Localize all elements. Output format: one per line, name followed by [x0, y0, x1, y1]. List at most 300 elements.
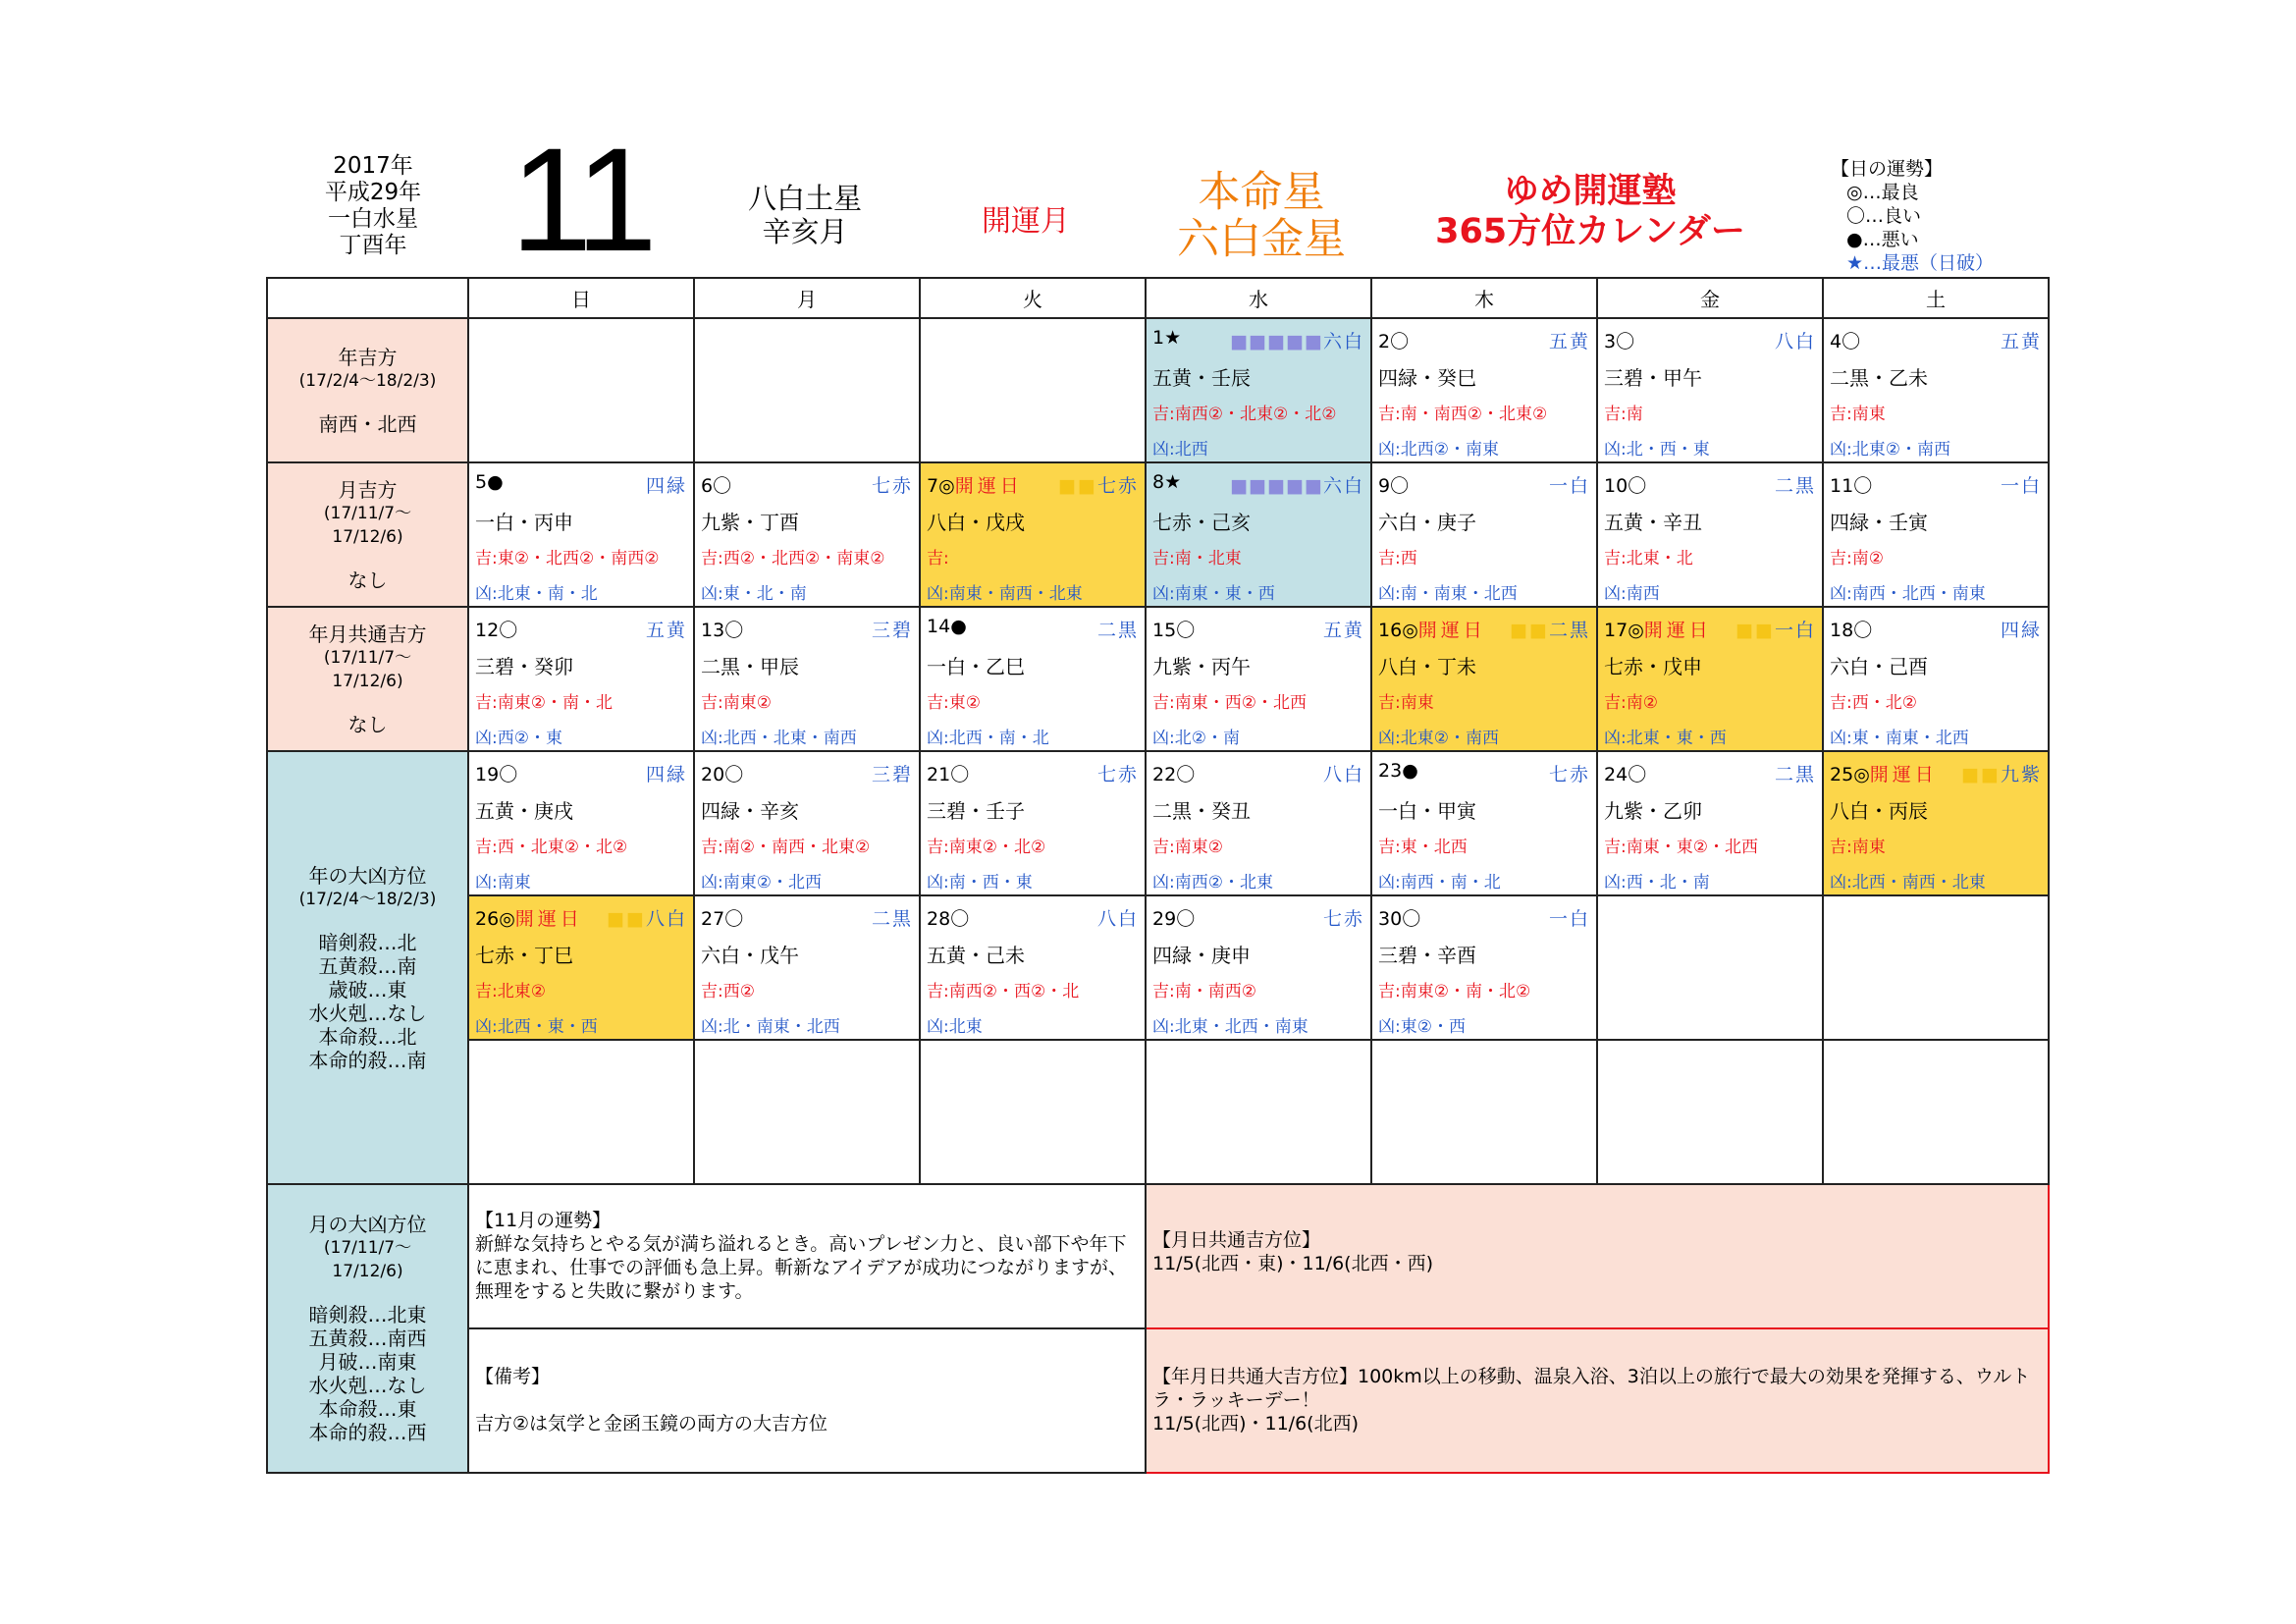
day-kyusei-star: 八白	[645, 908, 687, 930]
day-unlucky-dirs: 凶:南東②・北西	[701, 873, 822, 893]
grand-lucky-note	[1146, 1328, 2049, 1473]
day-number: 25	[1830, 764, 1854, 785]
side-line: 本命殺…北	[318, 1024, 417, 1049]
day-cell[interactable]	[1371, 607, 1597, 751]
day-squares: ■■■■■	[1230, 331, 1323, 352]
day-number: 16	[1378, 620, 1403, 641]
day-fortune-mark: 〇	[1402, 908, 1421, 930]
note-title: 【備考】	[475, 1366, 551, 1387]
year-line: 一白水星	[328, 206, 418, 232]
day-number: 27	[701, 908, 725, 930]
honmei-line: 六白金星	[1177, 215, 1346, 264]
day-unlucky-dirs: 凶:北西	[1152, 440, 1208, 460]
day-number: 28	[927, 908, 951, 930]
day-lucky-dirs: 吉:北東・北	[1604, 549, 1693, 568]
brand-title	[1414, 172, 1767, 252]
day-unlucky-dirs: 凶:北東・東・西	[1604, 729, 1727, 748]
day-cell[interactable]	[468, 607, 694, 751]
day-number: 10	[1604, 475, 1629, 497]
side-period: 17/12/6)	[332, 526, 403, 547]
day-fortune-mark: ◎	[938, 475, 955, 497]
day-lucky-dirs: 吉:南・南西②	[1152, 982, 1256, 1001]
day-header	[1830, 327, 2042, 351]
side-line: 水火剋…なし	[308, 1374, 427, 1397]
day-lucky-dirs: 吉:西	[1378, 549, 1417, 568]
side-line: 水火剋…なし	[308, 1001, 427, 1025]
day-lucky-dirs: 吉:南東	[1830, 405, 1886, 424]
day-fortune-mark: 〇	[724, 764, 744, 785]
note-title: 【11月の運勢】	[475, 1210, 612, 1231]
day-cell[interactable]	[920, 751, 1146, 895]
week-row	[267, 1040, 2049, 1184]
day-unlucky-dirs: 凶:北②・南	[1152, 729, 1240, 748]
day-kyusei-star: 五黄	[2000, 331, 2042, 352]
day-lucky-dirs: 吉:北東②	[475, 982, 546, 1001]
legend-item: 〇…良い	[1846, 205, 1922, 227]
notes-row	[267, 1184, 2049, 1328]
day-unlucky-dirs: 凶:北東・北西・南東	[1152, 1017, 1308, 1037]
empty-day-cell	[1823, 1040, 2049, 1184]
day-number: 3	[1604, 331, 1617, 352]
month-number: 11	[510, 117, 652, 282]
day-lucky-dirs: 吉:東②・北西②・南西②	[475, 549, 660, 568]
weekday-tue: 火	[920, 278, 1146, 318]
day-header	[927, 760, 1139, 784]
side-period: 17/12/6)	[332, 1262, 403, 1281]
side-line: 暗剣殺…北東	[308, 1303, 427, 1326]
day-cell[interactable]	[1597, 607, 1823, 751]
day-unlucky-dirs: 凶:南東・東・西	[1152, 584, 1275, 604]
day-kanshi: 二黒・癸丑	[1152, 799, 1251, 823]
day-kanshi: 三碧・辛酉	[1378, 944, 1476, 967]
day-number: 5	[475, 471, 488, 493]
fortune-legend	[1831, 157, 1994, 275]
day-unlucky-dirs: 凶:南西②・北東	[1152, 873, 1273, 893]
empty-day-cell	[694, 318, 920, 462]
day-header	[475, 471, 687, 495]
day-cell[interactable]	[1597, 462, 1823, 607]
side-period: (17/2/4～18/2/3)	[298, 370, 437, 391]
day-kanshi: 八白・丁未	[1378, 655, 1476, 678]
side-line: 歳破…東	[328, 977, 407, 1001]
legend-item: ●…悪い	[1846, 229, 1919, 250]
day-unlucky-dirs: 凶:南西・南・北	[1378, 873, 1501, 893]
year-line: 2017年	[333, 153, 413, 179]
kaiun-day-label: 開運日	[1417, 620, 1486, 641]
day-fortune-mark: 〇	[1628, 764, 1647, 785]
day-unlucky-dirs: 凶:東・南東・北西	[1830, 729, 1969, 748]
day-kanshi: 九紫・乙卯	[1604, 799, 1702, 823]
day-cell[interactable]	[920, 607, 1146, 751]
note-dates: 11/5(北西)・11/6(北西)	[1152, 1413, 1359, 1435]
day-number: 13	[701, 620, 725, 641]
day-header	[1152, 760, 1364, 784]
day-kyusei-star: 二黒	[871, 908, 913, 930]
day-cell[interactable]	[1146, 751, 1371, 895]
side-body: 南西・北西	[318, 411, 417, 436]
month-star	[721, 182, 888, 248]
day-fortune-mark: 〇	[1853, 620, 1873, 641]
remarks-note	[468, 1328, 1146, 1473]
day-kanshi: 一白・甲寅	[1378, 799, 1476, 823]
empty-day-cell	[1371, 1040, 1597, 1184]
day-header	[1378, 471, 1590, 495]
day-header	[1152, 327, 1364, 351]
day-kanshi: 七赤・戊申	[1604, 655, 1702, 678]
day-header	[1378, 760, 1590, 784]
side-line: 暗剣殺…北	[318, 930, 417, 954]
day-number: 15	[1152, 620, 1177, 641]
day-header	[1378, 904, 1590, 928]
day-cell[interactable]	[920, 462, 1146, 607]
day-cell[interactable]	[468, 751, 694, 895]
day-kanshi: 七赤・己亥	[1152, 511, 1251, 534]
day-cell[interactable]	[1371, 318, 1597, 462]
day-header	[475, 904, 687, 928]
notes-row	[267, 1328, 2049, 1473]
day-kanshi: 一白・丙申	[475, 511, 573, 534]
note-body: 新鮮な気持ちとやる気が満ち溢れるとき。高いプレゼン力と、良い部下や年下に恵まれ、仕事での評価も急上昇。斬新なアイデアが成功につながりますが、無理をすると失敗に繋がります。	[475, 1233, 1128, 1302]
day-header	[1830, 616, 2042, 639]
day-fortune-mark: ◎	[1402, 620, 1418, 641]
day-kyusei-star: 四緑	[645, 475, 687, 497]
day-kanshi: 二黒・甲辰	[701, 655, 799, 678]
year-line: 平成29年	[324, 180, 422, 205]
day-number: 4	[1830, 331, 1842, 352]
day-unlucky-dirs: 凶:北西・北東・南西	[701, 729, 857, 748]
day-kanshi: 四緑・辛亥	[701, 799, 799, 823]
day-number: 12	[475, 620, 500, 641]
day-fortune-mark: 〇	[1176, 908, 1196, 930]
day-number: 6	[701, 475, 714, 497]
day-cell[interactable]	[468, 462, 694, 607]
day-lucky-dirs: 吉:南西②・西②・北	[927, 982, 1080, 1001]
day-kyusei-star: 五黄	[1548, 331, 1590, 352]
day-kanshi: 七赤・丁巳	[475, 944, 573, 967]
day-kanshi: 三碧・癸卯	[475, 655, 573, 678]
day-header	[927, 616, 1139, 639]
day-header	[1604, 471, 1816, 495]
side-body: なし	[347, 568, 388, 592]
day-lucky-dirs: 吉:南東・東②・北西	[1604, 838, 1758, 857]
day-lucky-dirs: 吉:南西②・北東②・北②	[1152, 405, 1337, 424]
day-cell[interactable]	[1597, 751, 1823, 895]
weekday-sun: 日	[468, 278, 694, 318]
side-title: 年月共通吉方	[308, 622, 427, 646]
side-line: 本命的殺…南	[308, 1048, 427, 1072]
day-header	[1378, 616, 1590, 639]
day-cell[interactable]	[1371, 462, 1597, 607]
day-cell[interactable]	[920, 895, 1146, 1040]
day-fortune-mark: ◎	[499, 908, 515, 930]
honmei-star	[1148, 169, 1374, 263]
side-period: 17/12/6)	[332, 671, 403, 691]
day-cell[interactable]	[1823, 462, 2049, 607]
week-row	[267, 462, 2049, 607]
monthly-fortune-note	[468, 1184, 1146, 1328]
day-unlucky-dirs: 凶:東・北・南	[701, 584, 807, 604]
day-kyusei-star: 七赤	[1322, 908, 1364, 930]
day-header	[1830, 471, 2042, 495]
day-kanshi: 五黄・己未	[927, 944, 1025, 967]
day-lucky-dirs: 吉:南東・西②・北西	[1152, 693, 1307, 713]
weekday-header-row	[267, 278, 2049, 318]
day-kanshi: 六白・己酉	[1830, 655, 1928, 678]
day-kanshi: 五黄・辛丑	[1604, 511, 1702, 534]
day-fortune-mark: 〇	[724, 620, 744, 641]
day-kyusei-star: 八白	[1322, 764, 1364, 785]
day-cell[interactable]	[468, 895, 694, 1040]
day-header	[1378, 327, 1590, 351]
year-lucky-direction	[267, 318, 468, 462]
day-unlucky-dirs: 凶:西・北・南	[1604, 873, 1710, 893]
day-fortune-mark: 〇	[950, 764, 970, 785]
note-body: 【年月日共通大吉方位】100km以上の移動、温泉入浴、3泊以上の旅行で最大の効果を発揮する、ウルトラ・ラッキーデー！	[1152, 1366, 2031, 1411]
day-fortune-mark: 〇	[499, 620, 518, 641]
day-kyusei-star: 七赤	[1096, 475, 1139, 497]
day-fortune-mark: 〇	[1842, 331, 1861, 352]
day-cell[interactable]	[694, 462, 920, 607]
day-squares: ■■	[1961, 764, 2001, 785]
day-kyusei-star: 八白	[1774, 331, 1816, 352]
day-unlucky-dirs: 凶:東②・西	[1378, 1017, 1466, 1037]
day-kyusei-star: 七赤	[1548, 764, 1590, 785]
day-fortune-mark: ◎	[1853, 764, 1870, 785]
side-title: 月の大凶方位	[308, 1213, 427, 1236]
day-cell[interactable]	[1371, 751, 1597, 895]
day-kyusei-star: 五黄	[1322, 620, 1364, 641]
day-fortune-mark: ★	[1164, 471, 1182, 493]
day-header	[1830, 760, 2042, 784]
month-unlucky-direction	[267, 1184, 468, 1473]
day-number: 20	[701, 764, 725, 785]
day-kyusei-star: 三碧	[871, 620, 913, 641]
day-number: 7	[927, 475, 939, 497]
day-lucky-dirs: 吉:	[927, 549, 949, 568]
day-unlucky-dirs: 凶:南西	[1604, 584, 1660, 604]
day-kyusei-star: 五黄	[645, 620, 687, 641]
legend-item: ◎…最良	[1846, 182, 1919, 203]
empty-day-cell	[1597, 1040, 1823, 1184]
day-kanshi: 五黄・壬辰	[1152, 366, 1251, 390]
day-unlucky-dirs: 凶:北西②・南東	[1378, 440, 1499, 460]
day-kyusei-star: 一白	[1774, 620, 1816, 641]
day-header	[927, 471, 1139, 495]
day-number: 8	[1152, 471, 1165, 493]
day-number: 26	[475, 908, 500, 930]
day-kanshi: 四緑・壬寅	[1830, 511, 1928, 534]
day-header	[1604, 327, 1816, 351]
day-header	[701, 616, 913, 639]
weekday-wed: 水	[1146, 278, 1371, 318]
day-cell[interactable]	[1371, 895, 1597, 1040]
day-lucky-dirs: 吉:南②	[1604, 693, 1658, 713]
day-cell[interactable]	[1823, 751, 2049, 895]
day-kyusei-star: 一白	[2000, 475, 2042, 497]
day-unlucky-dirs: 凶:北東	[927, 1017, 983, 1037]
day-unlucky-dirs: 凶:北西・南西・北東	[1830, 873, 1986, 893]
empty-day-cell	[1146, 1040, 1371, 1184]
day-kyusei-star: 八白	[1096, 908, 1139, 930]
empty-day-cell	[1823, 895, 2049, 1040]
day-kyusei-star: 二黒	[1548, 620, 1590, 641]
day-number: 2	[1378, 331, 1391, 352]
day-kyusei-star: 三碧	[871, 764, 913, 785]
day-cell[interactable]	[1146, 895, 1371, 1040]
day-unlucky-dirs: 凶:北西・東・西	[475, 1017, 598, 1037]
day-lucky-dirs: 吉:南・南西②・北東②	[1378, 405, 1548, 424]
side-period: (17/11/7～	[323, 503, 412, 523]
day-kanshi: 五黄・庚戌	[475, 799, 573, 823]
day-lucky-dirs: 吉:東・北西	[1378, 838, 1468, 857]
day-squares: ■■	[607, 908, 646, 930]
day-number: 9	[1378, 475, 1391, 497]
day-cell[interactable]	[1823, 607, 2049, 751]
day-unlucky-dirs: 凶:北東②・南西	[1830, 440, 1950, 460]
legend-item-worst: ★…最悪（日破）	[1846, 252, 1995, 274]
day-header	[701, 904, 913, 928]
day-unlucky-dirs: 凶:北・西・東	[1604, 440, 1710, 460]
day-kyusei-star: 一白	[1548, 475, 1590, 497]
day-fortune-mark: 〇	[1390, 331, 1410, 352]
day-header	[1152, 616, 1364, 639]
day-cell[interactable]	[1146, 462, 1371, 607]
day-unlucky-dirs: 凶:南・西・東	[927, 873, 1033, 893]
day-lucky-dirs: 吉:南②	[1830, 549, 1884, 568]
day-kyusei-star: 四緑	[645, 764, 687, 785]
day-fortune-mark: ●	[487, 471, 504, 493]
day-kyusei-star: 二黒	[1096, 620, 1139, 641]
day-fortune-mark: 〇	[1616, 331, 1635, 352]
day-kyusei-star: 七赤	[1096, 764, 1139, 785]
side-title: 年吉方	[338, 345, 398, 369]
year-unlucky-direction	[267, 751, 468, 1184]
day-lucky-dirs: 吉:東②	[927, 693, 981, 713]
week-row	[267, 318, 2049, 462]
day-number: 18	[1830, 620, 1854, 641]
side-period: (17/11/7～	[323, 1238, 412, 1258]
day-header	[701, 471, 913, 495]
day-fortune-mark: 〇	[1176, 764, 1196, 785]
day-kyusei-star: 六白	[1322, 475, 1364, 497]
side-period: (17/11/7～	[323, 647, 412, 668]
day-kanshi: 四緑・癸巳	[1378, 366, 1476, 390]
day-unlucky-dirs: 凶:北・南東・北西	[701, 1017, 840, 1037]
day-number: 19	[475, 764, 500, 785]
day-unlucky-dirs: 凶:南西・北西・南東	[1830, 584, 1986, 604]
week-row	[267, 607, 2049, 751]
day-kanshi: 八白・丙辰	[1830, 799, 1928, 823]
side-line: 五黄殺…南西	[308, 1326, 427, 1350]
day-lucky-dirs: 吉:西・北東②・北②	[475, 838, 628, 857]
day-lucky-dirs: 吉:西②・北西②・南東②	[701, 549, 885, 568]
day-header	[927, 904, 1139, 928]
kaiun-day-label: 開運日	[514, 908, 583, 930]
day-fortune-mark: 〇	[713, 475, 732, 497]
day-fortune-mark: ●	[950, 616, 967, 637]
kaiun-month-label: 開運月	[982, 204, 1070, 239]
month-day-lucky-note	[1146, 1184, 2049, 1328]
day-unlucky-dirs: 凶:西②・東	[475, 729, 562, 748]
day-kanshi: 四緑・庚申	[1152, 944, 1251, 967]
weekday-sat: 土	[1823, 278, 2049, 318]
day-squares: ■■■■■	[1230, 475, 1323, 497]
day-cell[interactable]	[1597, 318, 1823, 462]
note-title: 【月日共通吉方位】	[1152, 1229, 1321, 1251]
day-number: 1	[1152, 327, 1165, 349]
note-body: 11/5(北西・東)・11/6(北西・西)	[1152, 1253, 1433, 1274]
day-kanshi: 三碧・壬子	[927, 799, 1025, 823]
day-lucky-dirs: 吉:南東②・南・北②	[1378, 982, 1531, 1001]
day-kyusei-star: 一白	[1548, 908, 1590, 930]
day-cell[interactable]	[694, 895, 920, 1040]
day-lucky-dirs: 吉:南東	[1830, 838, 1886, 857]
honmei-line: 本命星	[1198, 168, 1325, 217]
day-fortune-mark: 〇	[1390, 475, 1410, 497]
side-body: なし	[347, 712, 388, 736]
day-cell[interactable]	[1146, 607, 1371, 751]
year-info	[294, 153, 452, 259]
note-body: 吉方②は気学と金函玉鏡の両方の大吉方位	[475, 1413, 828, 1435]
corner-cell	[267, 278, 468, 318]
day-fortune-mark: 〇	[724, 908, 744, 930]
day-cell[interactable]	[694, 751, 920, 895]
kaiun-day-label: 開運日	[1869, 764, 1938, 785]
month-star-line: 辛亥月	[762, 215, 848, 248]
day-lucky-dirs: 吉:南	[1604, 405, 1643, 424]
day-kyusei-star: 七赤	[871, 475, 913, 497]
day-cell[interactable]	[1823, 318, 2049, 462]
day-kanshi: 六白・戊午	[701, 944, 799, 967]
day-number: 24	[1604, 764, 1629, 785]
side-line: 本命殺…東	[318, 1397, 417, 1421]
week-row	[267, 751, 2049, 895]
day-kanshi: 三碧・甲午	[1604, 366, 1702, 390]
day-squares: ■■	[1735, 620, 1775, 641]
day-kanshi: 九紫・丙午	[1152, 655, 1251, 678]
day-squares: ■■	[1510, 620, 1549, 641]
day-fortune-mark: 〇	[1628, 475, 1647, 497]
day-fortune-mark: ●	[1402, 760, 1418, 782]
month-star-line: 八白土星	[747, 182, 862, 215]
side-period: (17/2/4～18/2/3)	[298, 889, 437, 909]
day-lucky-dirs: 吉:南東②	[701, 693, 772, 713]
day-fortune-mark: ◎	[1628, 620, 1644, 641]
day-lucky-dirs: 吉:南東②・南・北	[475, 693, 613, 713]
week-row	[267, 895, 2049, 1040]
day-cell[interactable]	[1146, 318, 1371, 462]
day-header	[475, 616, 687, 639]
day-fortune-mark: 〇	[1176, 620, 1196, 641]
empty-day-cell	[468, 1040, 694, 1184]
day-kyusei-star: 九紫	[2000, 764, 2042, 785]
brand-line: ゆめ開運塾	[1504, 172, 1677, 211]
day-number: 14	[927, 616, 951, 637]
day-header	[1152, 471, 1364, 495]
empty-day-cell	[468, 318, 694, 462]
day-kanshi: 九紫・丁酉	[701, 511, 799, 534]
day-lucky-dirs: 吉:南東②	[1152, 838, 1223, 857]
day-fortune-mark: ★	[1164, 327, 1182, 349]
day-kyusei-star: 六白	[1322, 331, 1364, 352]
day-unlucky-dirs: 凶:北西・南・北	[927, 729, 1049, 748]
side-title: 月吉方	[338, 477, 398, 502]
day-cell[interactable]	[694, 607, 920, 751]
weekday-fri: 金	[1597, 278, 1823, 318]
day-fortune-mark: 〇	[499, 764, 518, 785]
weekday-thu: 木	[1371, 278, 1597, 318]
legend-title: 【日の運勢】	[1831, 158, 1944, 180]
